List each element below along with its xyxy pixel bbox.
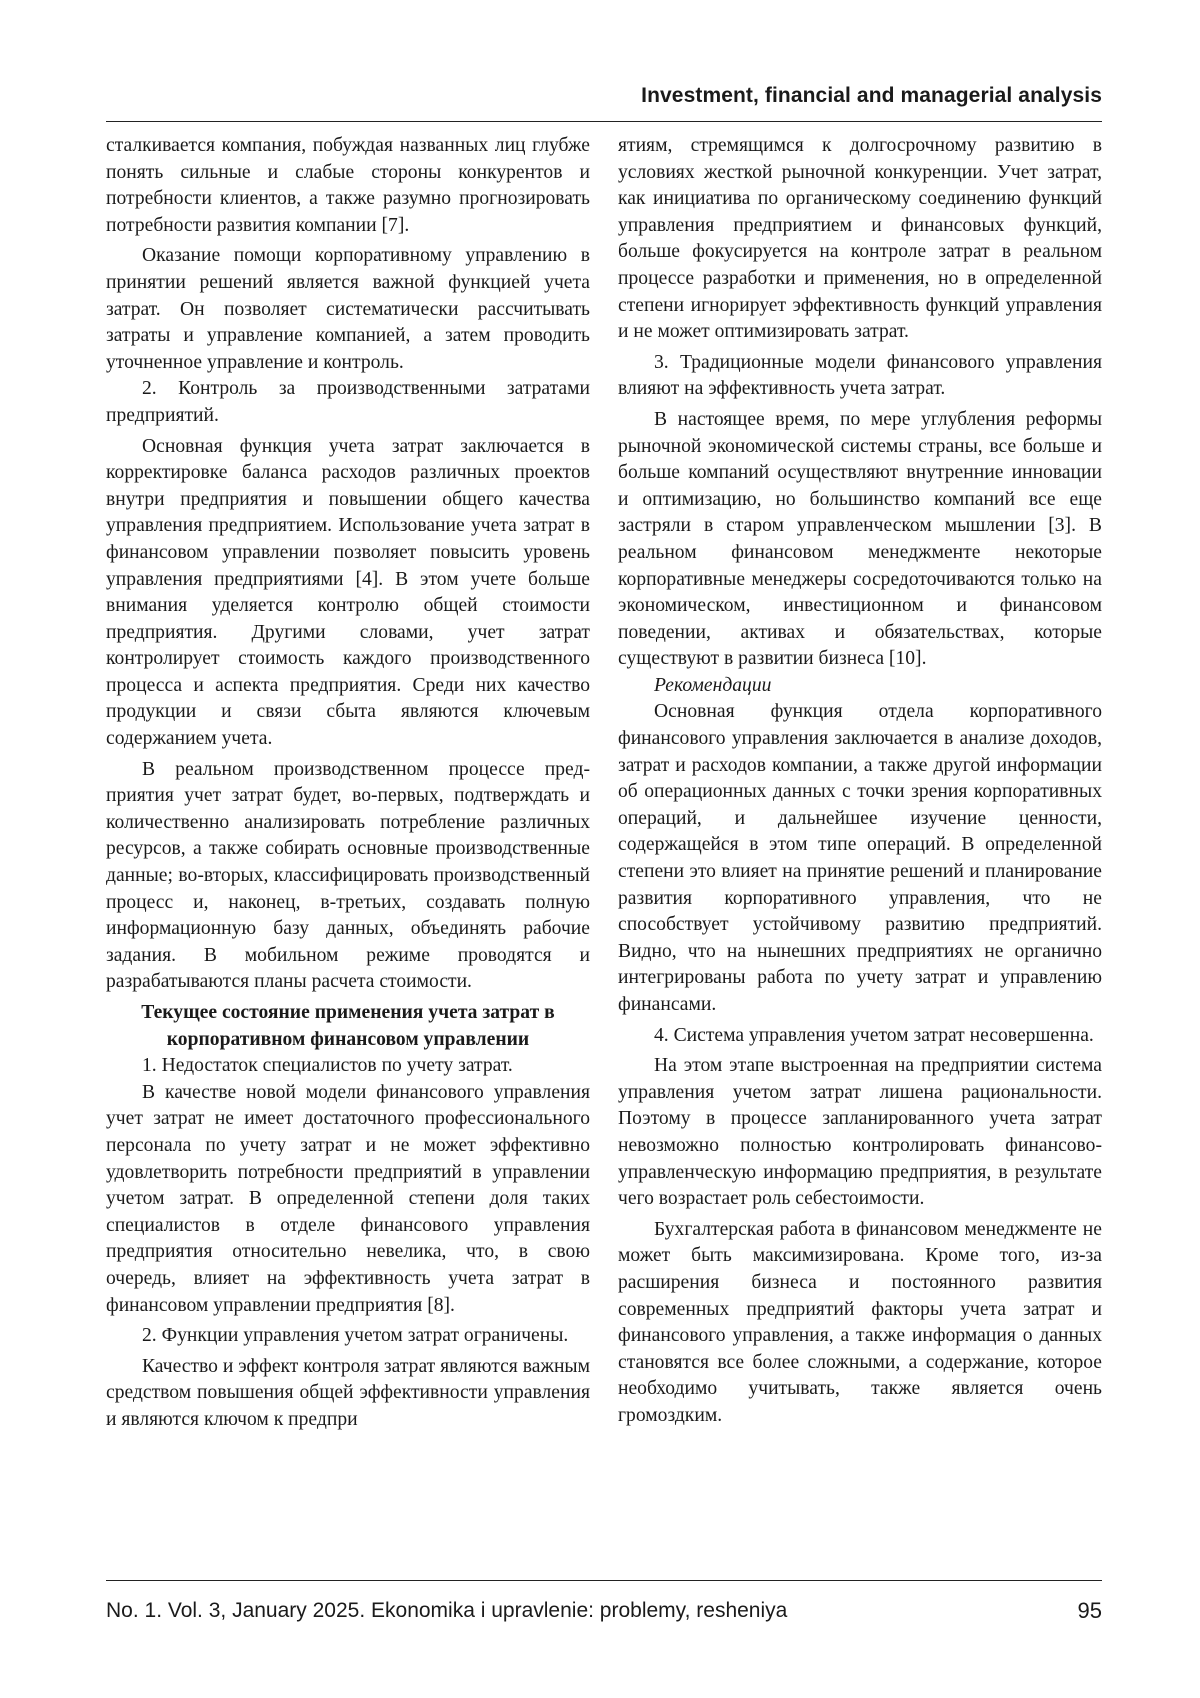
paragraph: В реальном производственном процессе предприятия учет затрат будет, во-первых, подтверждать и количественно анализировать потребление различных ресурсов, а также собирать основные производственные данные; во-вторых, классифицировать производственный процесс и, наконец, в-третьих, создавать полную информационную базу данных, объединять рабочие задания. В мобильном режиме проводятся и разрабатываются планы расчета стоимости. [106, 758, 590, 993]
left-column [106, 133, 590, 1434]
paragraph: 2. Контроль за производственными затратами предприятий. [106, 378, 590, 426]
section-heading: Текущее состояние применения учета затрат в корпоративном финансовом управлении [141, 1002, 555, 1050]
journal-citation: No. 1. Vol. 3, January 2025. Ekonomika i upravlenie: problemy, resheniya [106, 1599, 788, 1622]
footer-rule [106, 1580, 1102, 1581]
paragraph: 4. Система управления учетом затрат несовершенна. [654, 1024, 1094, 1046]
subsection-heading: Рекомендации [654, 674, 772, 696]
paragraph: 2. Функции управления учетом затрат ограничены. [142, 1325, 569, 1347]
page-number: 95 [1077, 1598, 1102, 1623]
paragraph: ятиям, стремящимся к долгосрочному развитию в условиях жесткой рыночной конкуренции. Учет затрат, как инициатива по органическому соединению функций управления предприятием и финансовых функций, больше фокусируется на контроле затрат в реальном процессе разработки и применения, но в определенной степени игнорирует эффективность функций управления и не может оптимизировать затрат. [618, 135, 1102, 343]
header-rule [106, 121, 1102, 122]
paragraph: В настоящее время, по мере углубления реформы рыночной экономической системы страны, все больше и больше компаний осуществляют внутренние инновации и оптимизацию, но большинство компаний все еще застряли в старом управленческом мышлении [3]. В реальном финансовом менеджменте некоторые корпоративные менеджеры сосредоточиваются только на экономическом, инвестиционном и финансовом поведении, активах и обязательствах, которые существуют в развитии бизнеса [10]. [618, 408, 1102, 670]
paragraph: Качество и эффект контроля затрат являются важным средством повышения общей эффективности управления и являются ключом к предпри [106, 1355, 590, 1430]
running-title: Investment, financial and managerial analysis [641, 84, 1102, 107]
paragraph: 1. Недостаток специалистов по учету затрат. [142, 1055, 513, 1077]
paragraph: Основная функция отдела корпоративного финансового управления заключается в анализе доходов, затрат и расходов компании, а также другой информации об операционных данных с точки зрения корпоративных операций, и дальнейшее изучение ценности, содержащейся в этом типе операций. В определенной степени это влияет на принятие решений и планирование развития корпоративного управления, что не способствует устойчивому развитию предприятий. Видно, что на нынешних предприятиях не органично интегрированы работа по учету затрат и управлению финансами. [618, 701, 1102, 1015]
paragraph: Основная функция учета затрат заключается в корректировке баланса расходов различных проектов внутри предприятия и повышении общего качества управления предприятием. Использование учета затрат в финансовом управлении позволяет повысить уровень управления предприятиями [4]. В этом учете больше внимания уделяется контролю общей стоимости предприятия. Другими словами, учет затрат контролирует стоимость каждого производственного процесса и аспекта предприятия. Среди них качество продукции и связи сбыта являются ключевым содержанием учета. [106, 435, 590, 750]
paragraph: В качестве новой модели финансового управления учет затрат не имеет достаточного профессионального персонала по учету затрат и не может эффективно удовлетворить потребности предприятий в управлении учетом затрат. В определенной степени доля таких специалистов в отделе финансового управления предприятия относительно невелика, что, в свою очередь, влияет на эффективность учета затрат в финансовом управлении предприятия [8]. [106, 1081, 590, 1316]
right-column [618, 133, 1102, 1430]
paragraph: На этом этапе выстроенная на предприятии система управления учетом затрат лишена рациональности. Поэтому в процессе запланированного учета затрат невозможно полностью контролировать финансово-управленческую информацию предприятия, в результате чего возрастает роль себестоимости. [618, 1055, 1102, 1210]
paragraph: Бухгалтерская работа в финансовом менеджменте не может быть максимизирована. Кроме того, из-за расширения бизнеса и постоянного развития современных предприятий факторы учета затрат и финансового управления, а также информация о данных становятся все более сложными, а содержание, которое необходимо учитывать, также является очень громоздким. [618, 1218, 1102, 1426]
paragraph: сталкивается компания, побуждая названных лиц глубже понять сильные и слабые стороны конкурентов и потребности клиентов, а также разумно прогнозировать потребности развития компании [7]. [106, 135, 590, 236]
paragraph: Оказание помощи корпоративному управлению в принятии решений является важной функцией учета затрат. Он позволяет систематически рассчитывать затраты и управление компанией, а затем проводить уточненное управление и контроль. [106, 245, 590, 373]
paragraph: 3. Традиционные модели финансового управления влияют на эффективность учета затрат. [618, 351, 1102, 400]
